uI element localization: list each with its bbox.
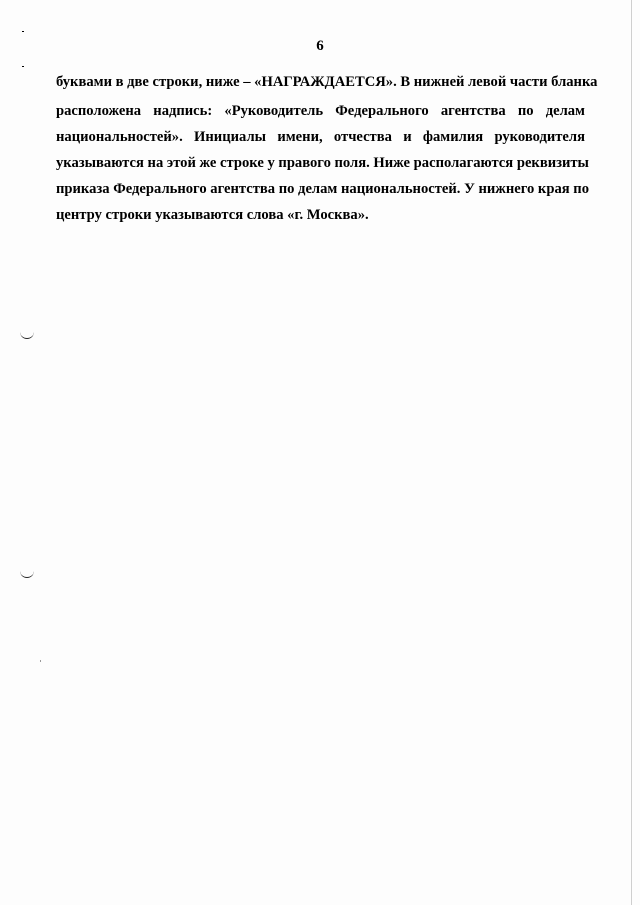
page-number: 6 [316,38,324,54]
body-text-line-6: центру строки указываются слова «г. Москва». [56,207,369,223]
body-text-line-4: указываются на этой же строке у правого поля. Ниже располагаются реквизиты [56,155,589,171]
body-text-line-5: приказа Федерального агентства по делам национальностей. У нижнего края по [56,181,590,197]
punch-hole-mark [20,571,34,578]
scan-speck [40,660,41,662]
scan-speck [22,31,24,32]
scan-edge-line [631,0,632,905]
punch-hole-mark [20,332,34,339]
body-text-line-3: национальностей». Инициалы имени, отчества и фамилия руководителя [56,129,585,145]
body-text-line-1: буквами в две строки, ниже – «НАГРАЖДАЕТСЯ». В нижней левой части бланка [56,74,598,90]
body-text-line-2: расположена надпись: «Руководитель Федерального агентства по делам [56,103,585,119]
scan-speck [22,66,24,67]
